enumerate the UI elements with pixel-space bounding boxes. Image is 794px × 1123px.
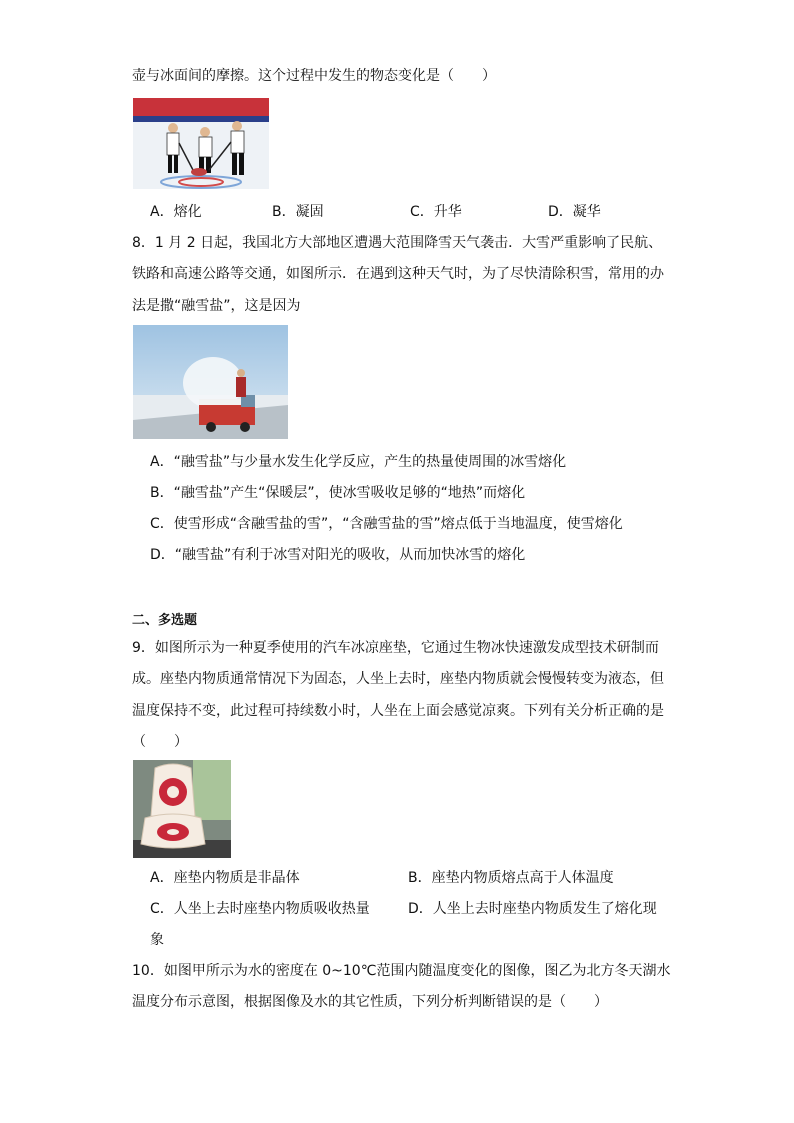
q8-stem-line-1: 8．1 月 2 日起，我国北方大部地区遭遇大范围降雪天气袭击．大雪严重影响了民航、 [132, 235, 663, 251]
q8-option-a: A．“融雪盐”与少量水发生化学反应，产生的热量使周围的冰雪熔化 [150, 454, 567, 470]
q10-stem-line-1: 10．如图甲所示为水的密度在 0~10℃范围内随温度变化的图像，图乙为北方冬天湖水 [132, 963, 671, 979]
q8-option-d: D．“融雪盐”有利于冰雪对阳光的吸收，从而加快冰雪的熔化 [150, 547, 526, 563]
q7-option-c: C．升华 [410, 204, 462, 220]
snow-truck-photo [133, 325, 288, 439]
q9-option-a: A．座垫内物质是非晶体 [150, 870, 300, 886]
q7-stem: 壶与冰面间的摩擦。这个过程中发生的物态变化是（ ） [132, 68, 496, 84]
q9-option-d: D．人坐上去时座垫内物质发生了熔化现 [408, 901, 657, 917]
q9-option-b: B．座垫内物质熔点高于人体温度 [408, 870, 614, 886]
q9-stem-line-3: 温度保持不变，此过程可持续数小时，人坐在上面会感觉凉爽。下列有关分析正确的是 [132, 703, 664, 719]
q8-stem-line-3: 法是撒“融雪盐”，这是因为 [132, 298, 301, 314]
q8-option-c: C．使雪形成“含融雪盐的雪”，“含融雪盐的雪”熔点低于当地温度，使雪熔化 [150, 516, 623, 532]
q10-stem-line-2: 温度分布示意图，根据图像及水的其它性质，下列分析判断错误的是（ ） [132, 994, 608, 1010]
q8-option-b: B．“融雪盐”产生“保暖层”，使冰雪吸收足够的“地热”而熔化 [150, 485, 526, 501]
q7-option-d: D．凝华 [548, 204, 601, 220]
q9-stem-line-2: 成。座垫内物质通常情况下为固态，人坐上去时，座垫内物质就会慢慢转变为液态，但 [132, 671, 664, 687]
section-title: 二、多选题 [132, 613, 198, 628]
q9-stem-line-1: 9．如图所示为一种夏季使用的汽车冰凉座垫，它通过生物冰快速激发成型技术研制而 [132, 640, 659, 656]
q9-stem-line-4: （ ） [132, 734, 188, 750]
q9-option-d-wrap: 象 [150, 932, 164, 948]
q8-stem-line-2: 铁路和高速公路等交通，如图所示．在遇到这种天气时，为了尽快清除积雪，常用的办 [132, 266, 664, 282]
q7-option-a: A．熔化 [150, 204, 202, 220]
q7-option-b: B．凝固 [272, 204, 324, 220]
curling-photo [133, 98, 269, 189]
seat-cushion-photo [133, 760, 231, 858]
q9-option-c: C．人坐上去时座垫内物质吸收热量 [150, 901, 370, 917]
